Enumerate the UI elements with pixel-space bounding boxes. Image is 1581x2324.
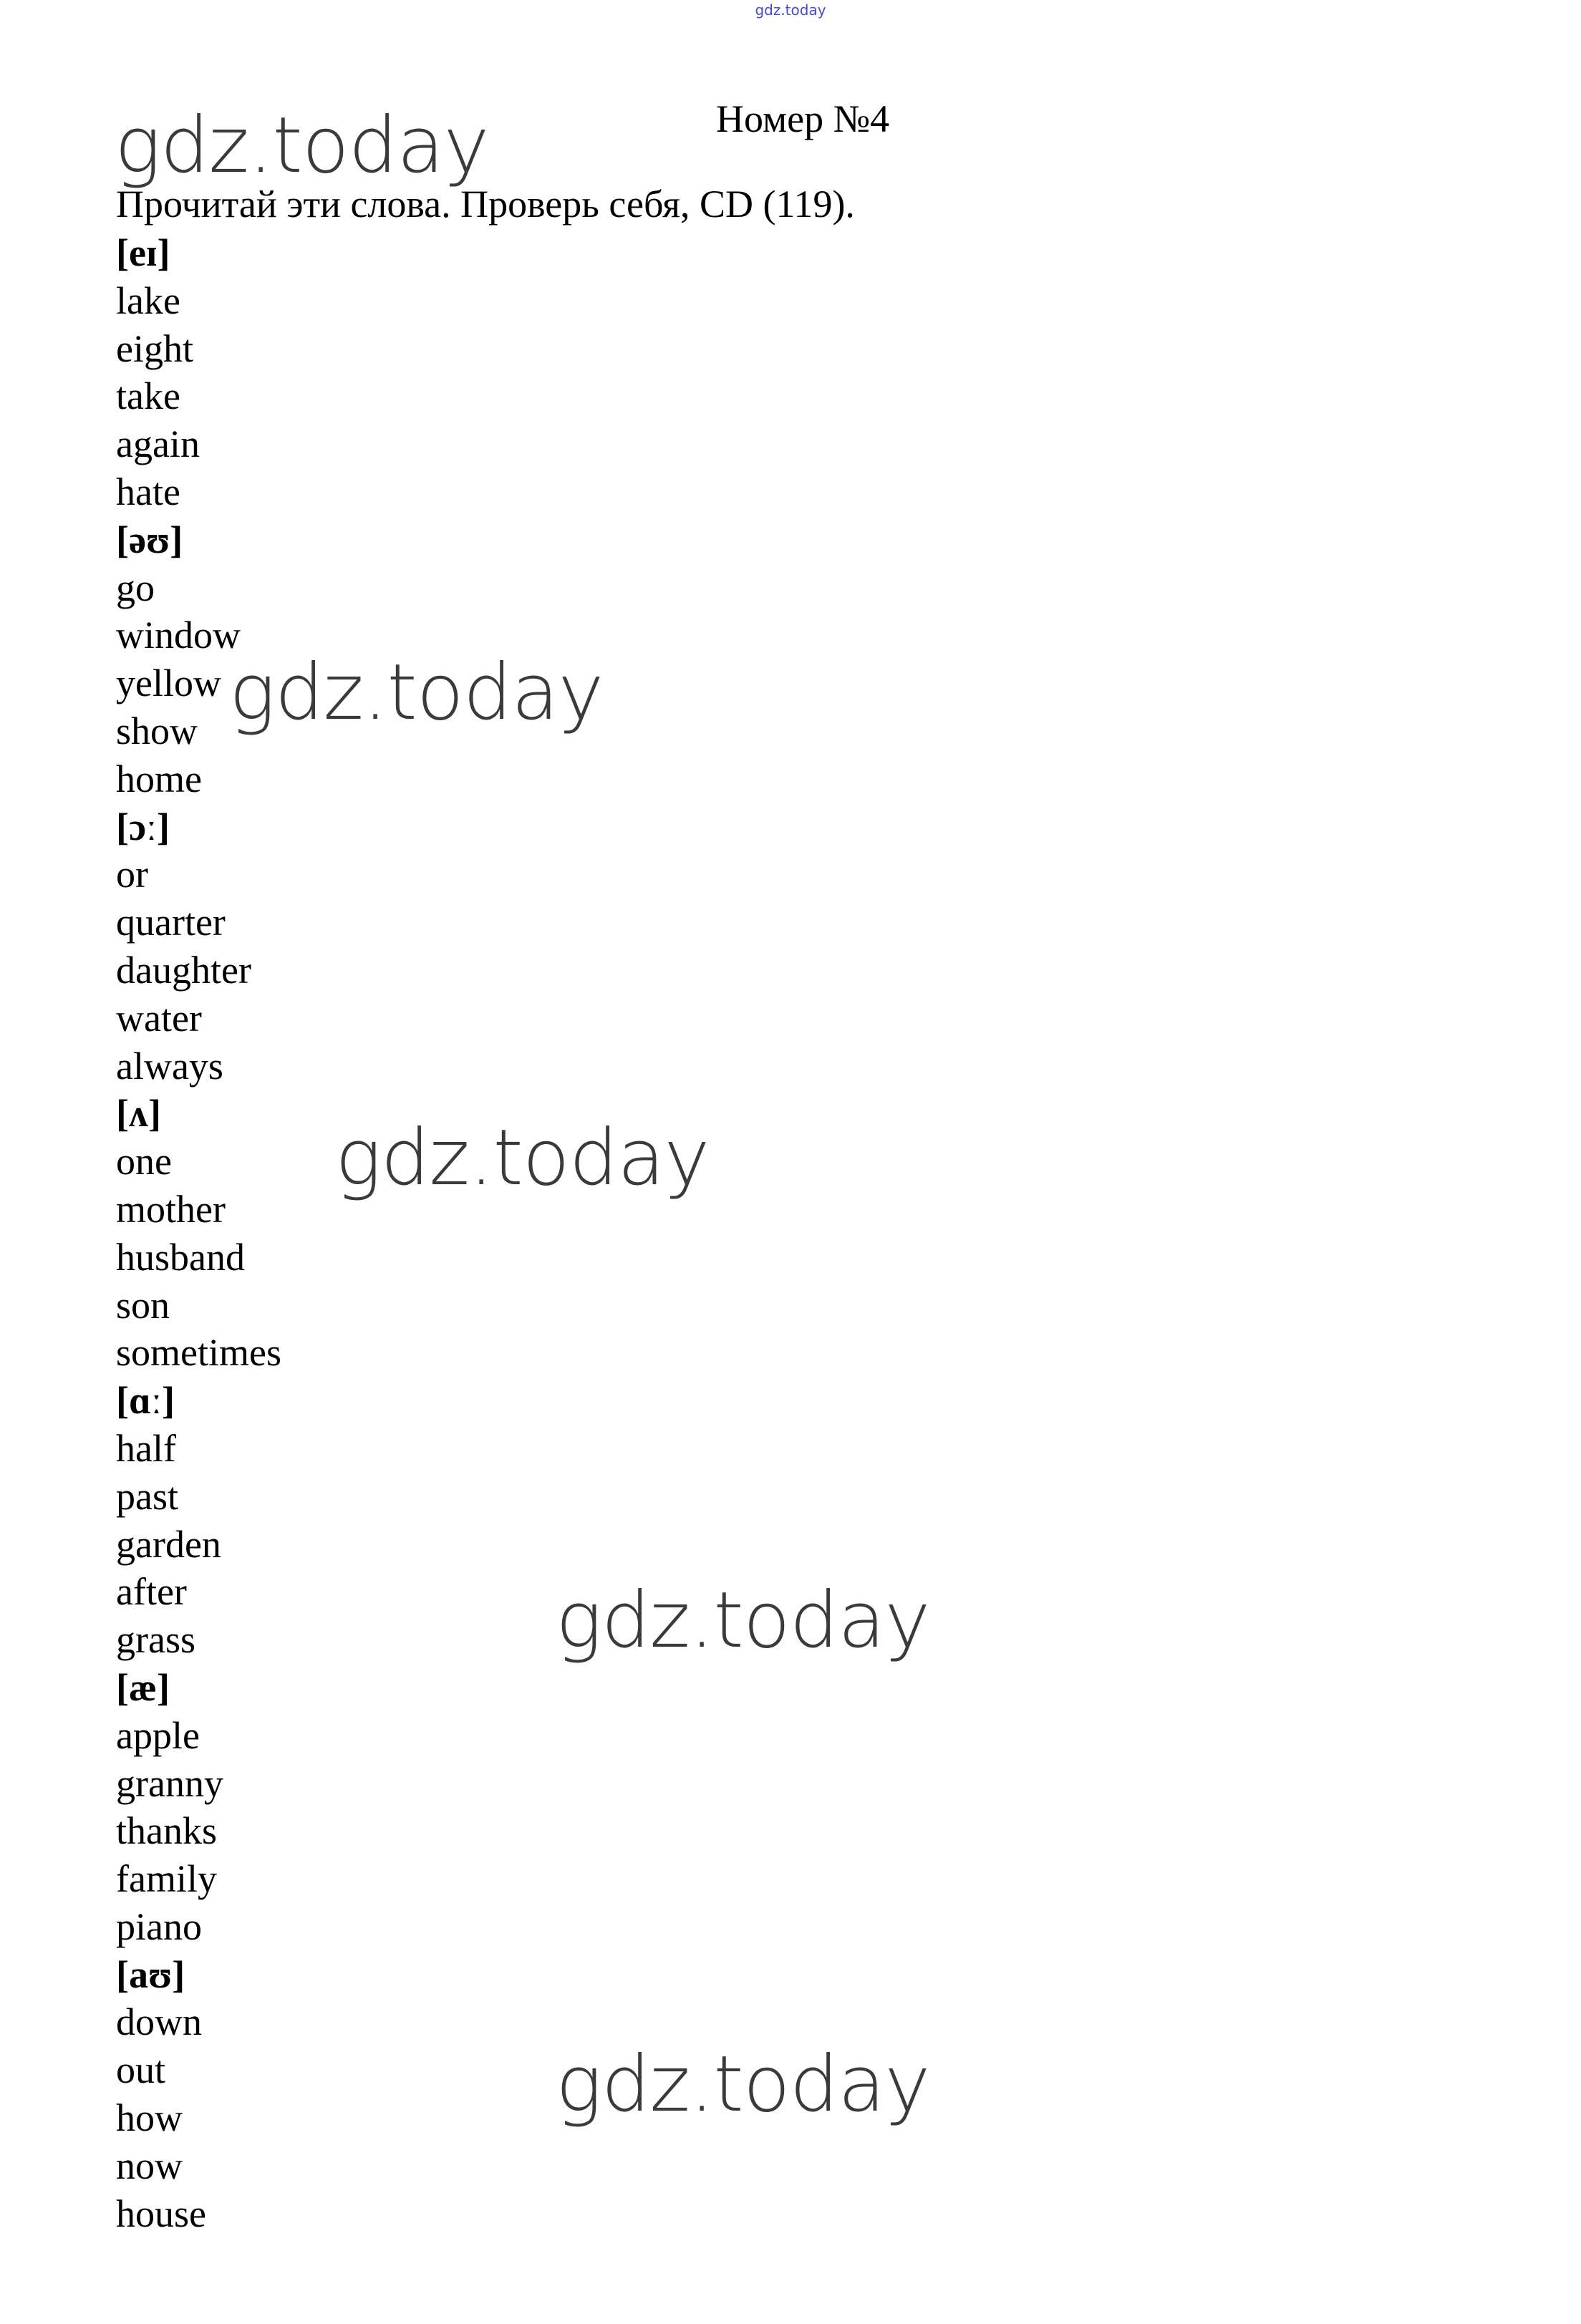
word: water	[116, 996, 202, 1040]
word: past	[116, 1474, 178, 1518]
watermark: gdz.today	[335, 1113, 710, 1203]
word: thanks	[116, 1809, 217, 1853]
word: half	[116, 1426, 176, 1470]
word: one	[116, 1140, 172, 1183]
word: garden	[116, 1522, 221, 1566]
word: grass	[116, 1618, 195, 1662]
word: yellow	[116, 662, 221, 705]
word: mother	[116, 1187, 226, 1231]
word: go	[116, 566, 155, 609]
word-list	[116, 229, 281, 2237]
word: eight	[116, 326, 193, 370]
task-number: Номер №4	[716, 97, 890, 140]
word: out	[116, 2048, 166, 2092]
word: or	[116, 853, 148, 896]
watermark: gdz.today	[556, 2040, 930, 2129]
sound-heading: [ɔː]	[116, 805, 170, 848]
sound-heading: [aʊ]	[116, 1952, 185, 1996]
watermark: gdz.today	[115, 101, 489, 190]
watermark: gdz.today	[229, 648, 604, 737]
word: husband	[116, 1235, 245, 1279]
word: show	[116, 709, 198, 752]
word: after	[116, 1570, 187, 1614]
word: take	[116, 374, 180, 418]
word: apple	[116, 1713, 200, 1757]
word: again	[116, 422, 200, 466]
sound-heading: [ʌ]	[116, 1092, 161, 1136]
word: always	[116, 1044, 223, 1088]
word: home	[116, 757, 202, 800]
instruction-text: Прочитай эти слова. Проверь себя, CD (119).	[116, 183, 855, 226]
word: house	[116, 2192, 206, 2235]
sound-heading: [æ]	[116, 1665, 170, 1709]
word: lake	[116, 279, 180, 322]
word: son	[116, 1283, 170, 1327]
word: family	[116, 1857, 217, 1901]
word: piano	[116, 1904, 202, 1948]
word: now	[116, 2144, 183, 2187]
sound-heading: [ɑː]	[116, 1379, 175, 1423]
sound-heading: [əʊ]	[116, 518, 183, 561]
sound-heading: [eɪ]	[116, 231, 170, 274]
word: down	[116, 2000, 202, 2044]
top-watermark: gdz.today	[755, 1, 826, 19]
word: window	[116, 614, 241, 657]
word: sometimes	[116, 1331, 281, 1375]
word: hate	[116, 470, 180, 513]
word: quarter	[116, 901, 226, 944]
word: daughter	[116, 948, 251, 992]
word: granny	[116, 1761, 223, 1805]
watermark: gdz.today	[556, 1576, 930, 1665]
word: how	[116, 2096, 183, 2140]
